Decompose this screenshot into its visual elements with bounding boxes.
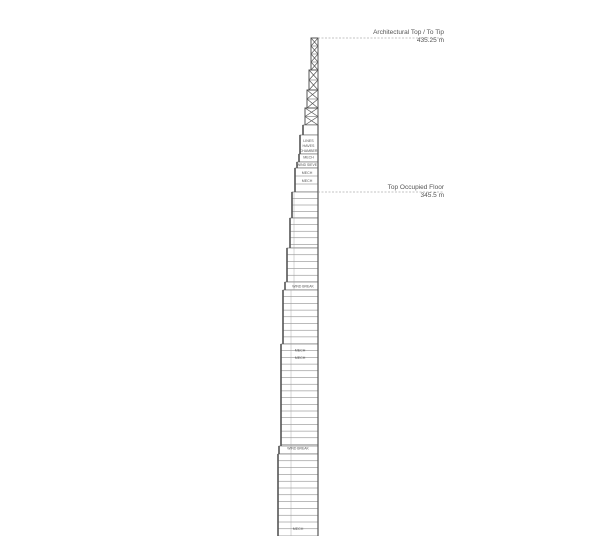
mech-label: MECH — [294, 348, 306, 353]
architectural-top-annotation — [373, 29, 444, 45]
top-occupied-floor-value: 345.5 m — [420, 192, 444, 199]
top-occupied-floor-label: Top Occupied Floor — [387, 184, 444, 191]
tower-section — [287, 248, 318, 282]
mech-label: MECH — [292, 527, 304, 531]
chamber-label: CHAMBER — [299, 149, 318, 153]
tower-section — [303, 125, 318, 135]
mech-label: MECH — [294, 356, 306, 360]
mech-label: MECH — [303, 155, 314, 160]
mech-label: MECH — [301, 171, 313, 175]
lines-label: LINES — [303, 139, 314, 143]
wind-sieve-label: WIND SIEVE — [297, 163, 317, 167]
tower-section — [290, 218, 318, 248]
mech-label: MECH — [301, 179, 313, 183]
tower-floors — [278, 125, 318, 536]
spire-lattice — [305, 38, 318, 125]
top-occupied-floor-annotation — [388, 184, 444, 200]
wind-break-label: WIND BREAK — [287, 446, 309, 451]
haves-label: HAVES — [302, 144, 315, 148]
wind-break-label: WIND BREAK — [292, 284, 314, 289]
annotation-leaders — [318, 38, 444, 192]
architectural-top-label: Architectural Top / To Tip — [373, 29, 444, 36]
architectural-top-value: 435.25 m — [416, 37, 444, 44]
